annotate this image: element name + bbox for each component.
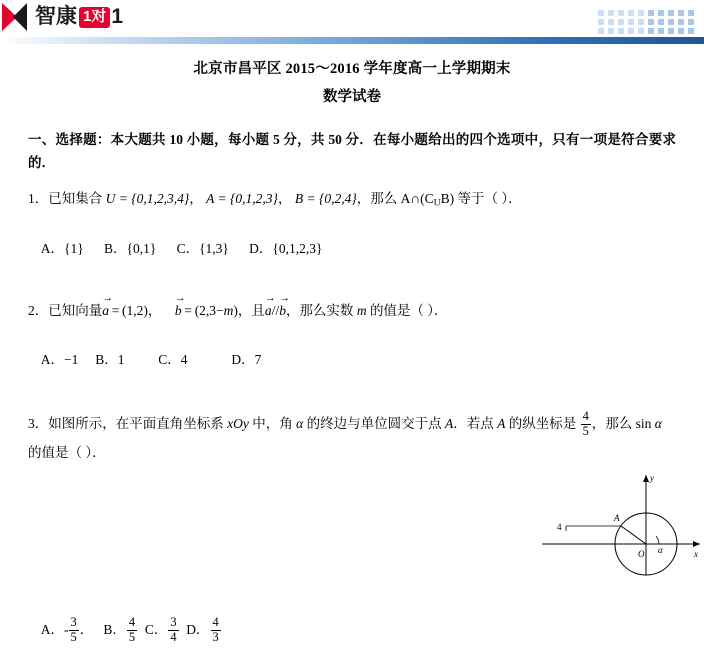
- option-3-c: C． $\frac{3}{4}$: [144, 614, 177, 644]
- question-3-figure-wrap: [28, 469, 698, 589]
- angle-alpha-label: α: [658, 544, 663, 555]
- origin-label: O: [638, 548, 645, 559]
- brand-header: [0, 0, 704, 44]
- logo-mark-icon: [0, 0, 34, 34]
- page-subtitle: 数学试卷: [323, 89, 381, 106]
- question-3-cont: 的值是（ ）．: [28, 444, 106, 460]
- question-2-options: [28, 329, 676, 392]
- decorative-dot-grid: [598, 10, 698, 36]
- page-title: 北京市昌平区 2015～2016 学年度高一上学期期末: [193, 61, 511, 77]
- question-1: 1．已知集合 U = {0,1,2,3,4}， A = {0,1,2,3}， B = {0,2,4}，那么 $A\cap(C_UB)$ 等于（ ）．: [28, 190, 522, 209]
- question-3-fraction: $\frac{4}{5}$: [582, 408, 589, 438]
- question-3: 3．如图所示，在平面直角坐标系 xOy 中，角 α 的终边与单位圆交于点 A．若点 A 的纵坐标是 $\frac{4}{5}$ ，那么 sin α: [28, 408, 662, 438]
- section-heading: 一、选择题：本大题共 10 小题，每小题 5 分，共 50 分．在每小题给出的四个选项中，只有一项是符合要求的．: [28, 131, 676, 170]
- question-1-options: [28, 218, 676, 281]
- logo-badge: 1对: [79, 7, 110, 28]
- option-1-b: B．{0,1}: [103, 240, 157, 256]
- question-1-number: 1．: [28, 190, 49, 206]
- tick-label: 4: [557, 521, 562, 532]
- question-3-number: 3．: [28, 415, 49, 431]
- question-1-set-b: B = {0,2,4}: [294, 190, 357, 206]
- question-3-options: [28, 595, 676, 666]
- option-1-d: D．{0,1,2,3}: [249, 240, 323, 256]
- question-1-tail2: B) 等于（ ）．: [440, 190, 522, 206]
- option-3-d: D． $\frac{4}{3}$: [186, 614, 219, 644]
- header-divider: [0, 37, 704, 44]
- exam-document: [0, 44, 704, 666]
- question-1-lead: 已知集合: [48, 190, 103, 206]
- logo-badge-tail: 1: [111, 5, 124, 28]
- option-3-b: B． $\frac{4}{5}$: [103, 614, 136, 644]
- option-2-c: C．4: [158, 352, 188, 367]
- option-1-c: C．{1,3}: [176, 240, 229, 256]
- question-2-number: 2．: [28, 302, 49, 318]
- logo: [0, 0, 123, 34]
- option-1-a: A．{1}: [40, 240, 84, 256]
- question-2: 2．已知向量a → = (1,2)， b → = (2,3−m)，且a →//b →，那么实数 m 的值是（ ）．: [28, 299, 676, 323]
- option-2-d: D．7: [231, 352, 262, 367]
- question-1-tail: ，那么 A∩(C: [356, 190, 434, 206]
- question-1-set-a: A = {0,1,2,3}: [206, 190, 278, 206]
- option-3-a: A．- $\frac{3}{5}$ ．: [40, 614, 94, 644]
- logo-text: 智康: [35, 5, 77, 28]
- question-3-figure: [528, 469, 704, 586]
- question-1-set-u: U = {0,1,2,3,4}: [105, 190, 190, 206]
- question-1-tail-sub: U: [433, 197, 441, 209]
- option-2-a: A．−1: [40, 352, 79, 367]
- axis-x-label: x: [694, 548, 698, 559]
- axis-y-label: y: [650, 472, 654, 483]
- unit-circle-diagram: [528, 469, 704, 579]
- point-a-label: A: [614, 512, 620, 523]
- option-2-b: B．1: [95, 352, 125, 367]
